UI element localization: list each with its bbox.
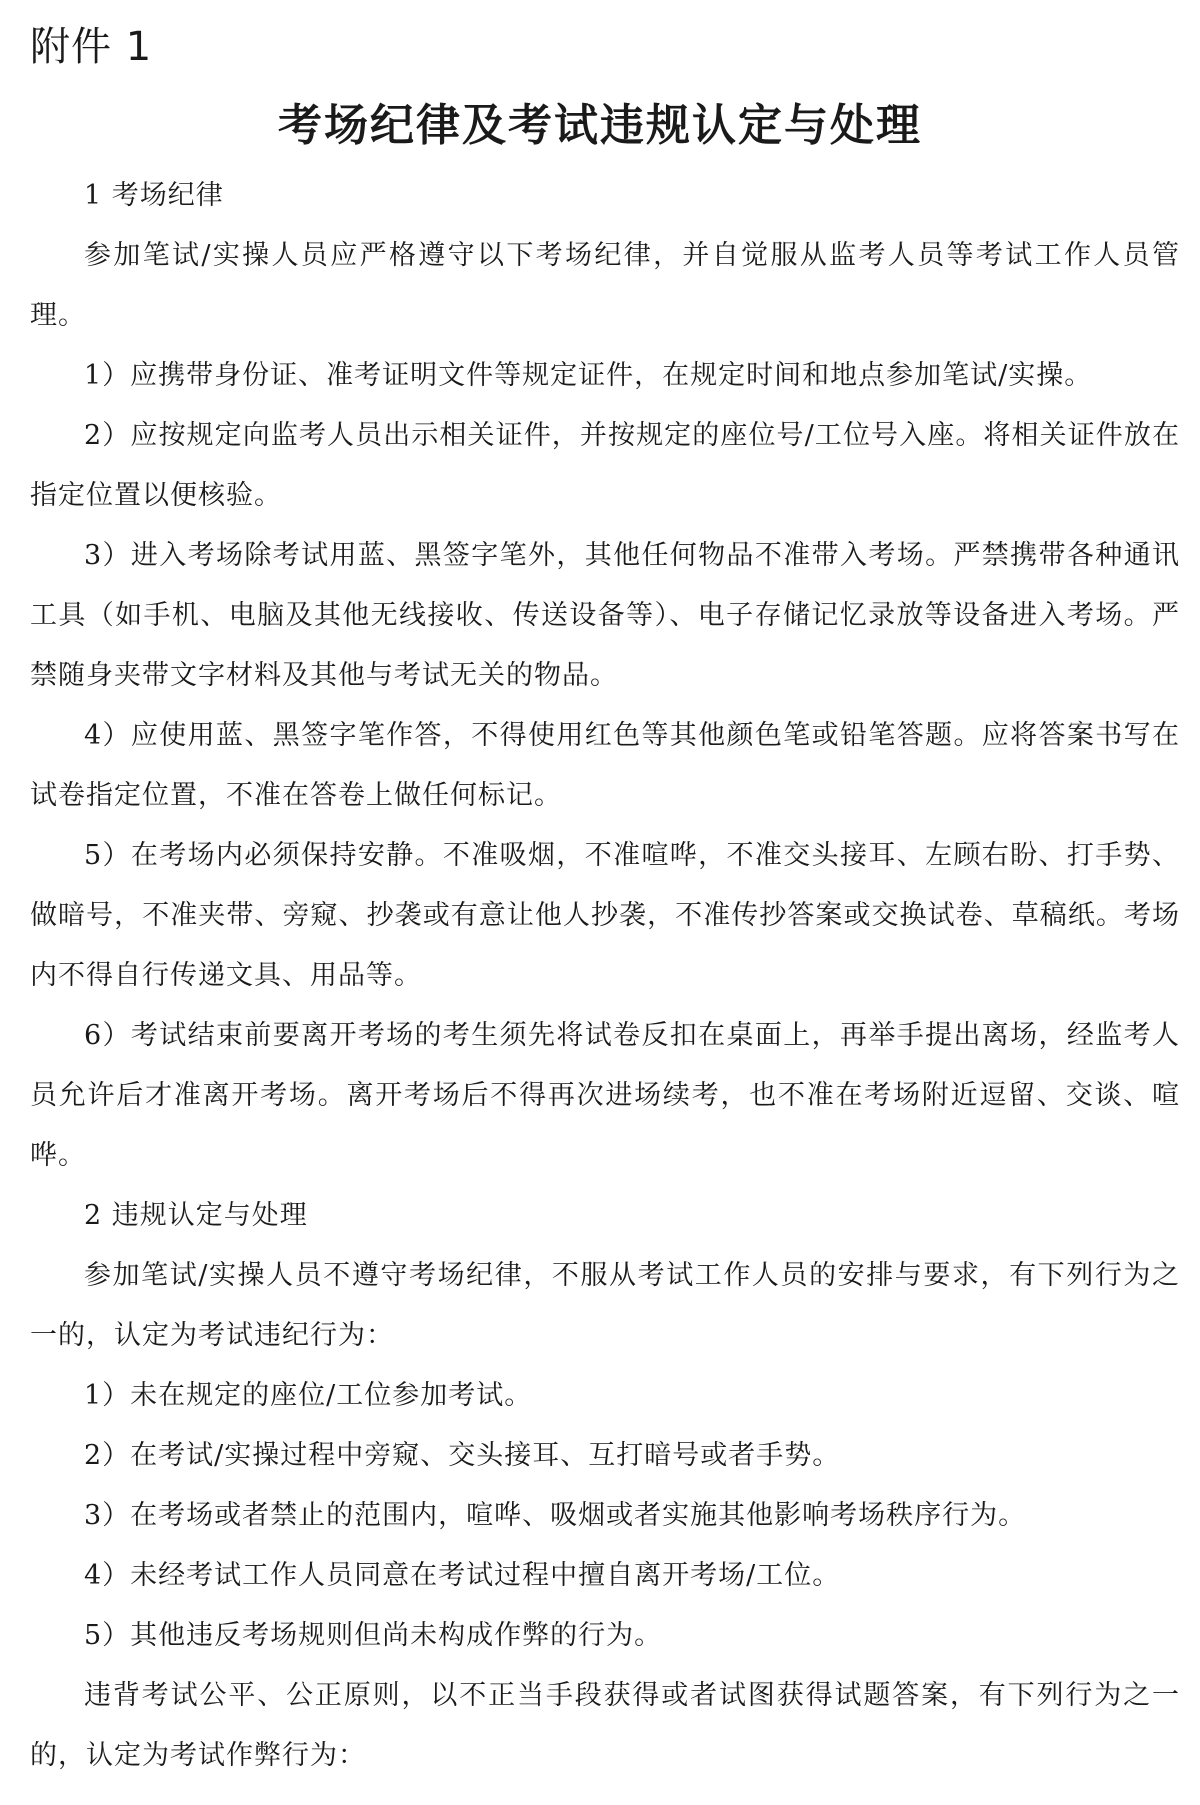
violation-item: 4）未经考试工作人员同意在考试过程中擅自离开考场/工位。	[84, 1560, 841, 1591]
rule-item: 6）考试结束前要离开考场的考生须先将试卷反扣在桌面上，再举手提出离场，经监考人员允许后才准离开考场。离开考场后不得再次进场续考，也不准在考场附近逗留、交谈、喧哗。	[30, 1020, 1180, 1171]
document-body	[30, 166, 1180, 1786]
attachment-label: 附件 1	[30, 24, 153, 70]
rule-item: 3）进入考场除考试用蓝、黑签字笔外，其他任何物品不准带入考场。严禁携带各种通讯工具（如手机、电脑及其他无线接收、传送设备等）、电子存储记忆录放等设备进入考场。严禁随身夹带文字材料及其他与考试无关的物品。	[30, 540, 1180, 691]
violation-item: 1）未在规定的座位/工位参加考试。	[84, 1380, 533, 1411]
section-intro-violations: 参加笔试/实操人员不遵守考场纪律，不服从考试工作人员的安排与要求，有下列行为之一的，认定为考试违纪行为：	[30, 1260, 1180, 1351]
section-heading-violations: 2 违规认定与处理	[84, 1200, 308, 1231]
violation-item: 5）其他违反考场规则但尚未构成作弊的行为。	[84, 1620, 663, 1651]
violation-item: 2）在考试/实操过程中旁窥、交头接耳、互打暗号或者手势。	[84, 1440, 841, 1471]
cheating-intro: 违背考试公平、公正原则，以不正当手段获得或者试图获得试题答案，有下列行为之一的，认定为考试作弊行为：	[30, 1680, 1180, 1771]
section-intro-discipline: 参加笔试/实操人员应严格遵守以下考场纪律，并自觉服从监考人员等考试工作人员管理。	[30, 240, 1180, 331]
document-title: 考场纪律及考试违规认定与处理	[278, 100, 922, 151]
violation-item: 3）在考场或者禁止的范围内，喧哗、吸烟或者实施其他影响考场秩序行为。	[84, 1500, 1027, 1531]
rule-item: 4）应使用蓝、黑签字笔作答，不得使用红色等其他颜色笔或铅笔答题。应将答案书写在试卷指定位置，不准在答卷上做任何标记。	[30, 720, 1180, 811]
rule-item: 1）应携带身份证、准考证明文件等规定证件，在规定时间和地点参加笔试/实操。	[84, 360, 1093, 391]
rule-item: 2）应按规定向监考人员出示相关证件，并按规定的座位号/工位号入座。将相关证件放在指定位置以便核验。	[30, 420, 1180, 511]
rule-item: 5）在考场内必须保持安静。不准吸烟，不准喧哗，不准交头接耳、左顾右盼、打手势、做暗号，不准夹带、旁窥、抄袭或有意让他人抄袭，不准传抄答案或交换试卷、草稿纸。考场内不得自行传递文具、用品等。	[30, 840, 1180, 991]
section-heading-discipline: 1 考场纪律	[84, 180, 224, 211]
